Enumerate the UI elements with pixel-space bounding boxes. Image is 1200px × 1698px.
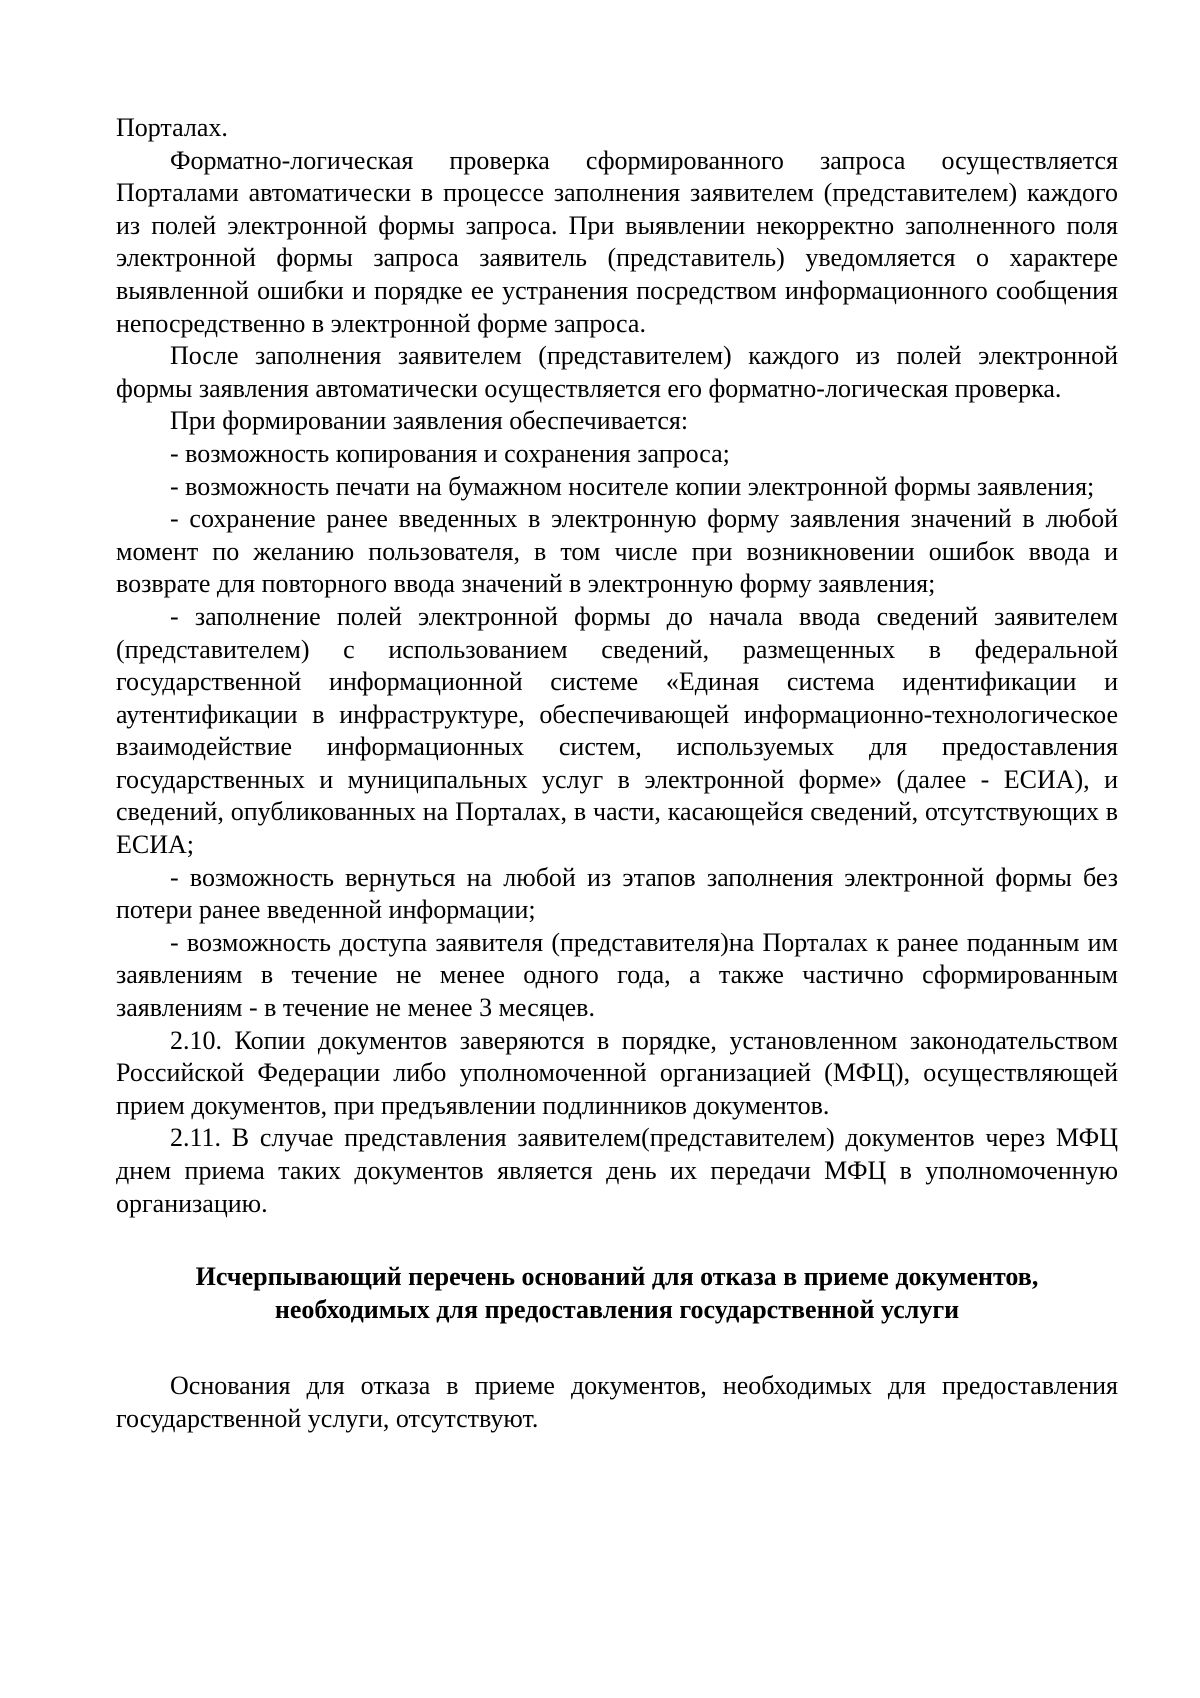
list-item-return-to-stage: - возможность вернуться на любой из этапов заполнения электронной формы без потери ранее введенной информации; <box>116 862 1118 925</box>
section-heading-line-2: необходимых для предоставления государственной услуги <box>274 1295 960 1325</box>
list-item-esia-autofill: - заполнение полей электронной формы до начала ввода сведений заявителем (представителем) с использованием сведений, размещенных в федеральной государственной информационной системе «Единая система идентификации и аутентификации в инфраструктуре, обеспечивающей информационно-технологическое взаимодействие информационных систем, используемых для предоставления государственных и муниципальных услуг в электронной форме» (далее - ЕСИА), и сведений, опубликованных на Порталах, в части, касающейся сведений, отсутствующих в ЕСИА; <box>116 601 1118 860</box>
list-item-save-values: - сохранение ранее введенных в электронную форму заявления значений в любой момент по желанию пользователя, в том числе при возникновении ошибок ввода и возврате для повторного ввода значений в электронную форму заявления; <box>116 504 1118 599</box>
paragraph-2-10: 2.10. Копии документов заверяются в порядке, установленном законодательством Российской Федерации либо уполномоченной организацией (МФЦ), осуществляющей прием документов, при предъявлении подлинников документов. <box>116 1025 1118 1120</box>
section-heading-line-1: Исчерпывающий перечень оснований для отказа в приеме документов, <box>195 1262 1039 1292</box>
paragraph-2-11: 2.11. В случае представления заявителем(представителем) документов через МФЦ днем приема таких документов является день их передачи МФЦ в уполномоченную организацию. <box>116 1123 1118 1218</box>
paragraph-portals-continuation: Порталах. <box>116 113 228 142</box>
paragraph-provided-features: При формировании заявления обеспечивается: <box>170 406 689 436</box>
list-item-print: - возможность печати на бумажном носителе копии электронной формы заявления; <box>170 471 1095 501</box>
section-heading <box>116 1260 1118 1326</box>
paragraph-no-grounds: Основания для отказа в приеме документов, необходимых для предоставления государственной услуги, отсутствуют. <box>116 1371 1118 1433</box>
paragraph-after-filling: После заполнения заявителем (представителем) каждого из полей электронной формы заявления автоматически осуществляется его форматно-логическая проверка. <box>116 341 1118 403</box>
list-item-access-applications: - возможность доступа заявителя (представителя)на Порталах к ранее поданным им заявлениям в течение не менее одного года, а также частично сформированным заявлениям - в течение не менее 3 месяцев. <box>116 927 1118 1023</box>
list-item-copy-save: - возможность копирования и сохранения запроса; <box>170 438 730 468</box>
paragraph-format-logic-check: Форматно-логическая проверка сформированного запроса осуществляется Порталами автоматически в процессе заполнения заявителем (представителем) каждого из полей электронной формы запроса. При выявлении некорректно заполненного поля электронной формы запроса заявитель (представитель) уведомляется о характере выявленной ошибки и порядке ее устранения посредством информационного сообщения непосредственно в электронной форме запроса. <box>116 145 1118 338</box>
document-body <box>116 112 1118 1435</box>
